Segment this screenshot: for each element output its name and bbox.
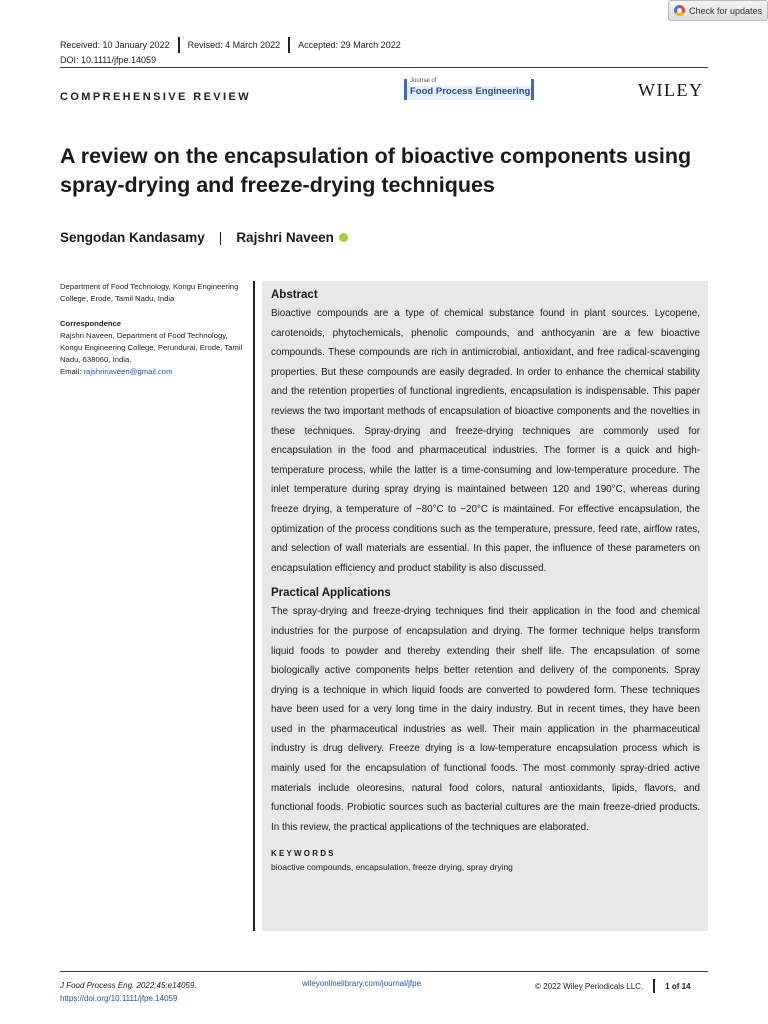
doi-link[interactable]: https://doi.org/10.1111/jfpe.14059 xyxy=(60,994,178,1003)
author-name[interactable]: Rajshri Naveen xyxy=(236,230,334,245)
practical-applications-text: The spray-drying and freeze-drying techniques find their application in the food and chemical industries for the purpose of encapsulation and drying. The former technique helps transform liquid foods to powder and thereby extending their shelf life. The encapsulation of some biologically active components helps better retention and delivery of the components. Spray drying is a technique in which liquid foods are converted to powdered form. These techniques have been used for a very long time in the dairy industry. But in recent times, they have been used in the pharmaceutical industries as well. Their main application in the pharmaceutical industry is drug delivery. Freeze drying is a low-temperature encapsulation process which is mainly used for the encapsulation of functional foods. The most commonly spray-dried active materials include oleoresins, natural food colors, natural antioxidants, lipids, flavors, and functional foods. Probiotic sources such as bacterial cultures are the main freeze-dried products. In this review, the practical applications of the techniques are elaborated. xyxy=(271,606,700,833)
author-list xyxy=(60,230,348,245)
copyright-text: © 2022 Wiley Periodicals LLC. xyxy=(535,981,644,991)
footer-divider xyxy=(653,979,655,993)
journal-logo-name: Food Process Engineering xyxy=(410,86,531,97)
article-title: A review on the encapsulation of bioactive components using spray-drying and freeze-drying techniques xyxy=(60,144,692,197)
affiliation-column xyxy=(60,281,245,378)
abstract-heading: Abstract xyxy=(271,289,318,301)
journal-logo[interactable] xyxy=(404,79,534,100)
check-for-updates-label: Check for updates xyxy=(689,5,763,16)
keywords-label: KEYWORDS xyxy=(271,849,336,859)
practical-applications-heading: Practical Applications xyxy=(271,587,391,600)
keywords-text: bioactive compounds, encapsulation, freeze drying, spray drying xyxy=(271,862,513,873)
author-separator: | xyxy=(218,230,223,245)
email-link[interactable]: rajshrinaveen@gmail.com xyxy=(83,367,173,376)
correspondence-label: Correspondence xyxy=(60,319,122,328)
abstract-box xyxy=(262,281,708,931)
publisher-logo[interactable]: WILEY xyxy=(638,80,704,100)
author-name[interactable]: Sengodan Kandasamy xyxy=(60,230,205,245)
footer-right xyxy=(535,979,691,993)
journal-url-link[interactable]: wileyonlinelibrary.com/journal/jfpe xyxy=(302,979,422,988)
journal-logo-small-text: Journal of xyxy=(410,78,437,84)
email-line xyxy=(60,366,245,378)
affiliation-text: Department of Food Technology, Kongu Engineering College, Erode, Tamil Nadu, India xyxy=(60,282,239,303)
citation-text: J Food Process Eng. 2022;45:e14059. xyxy=(60,981,197,990)
crossmark-icon xyxy=(674,5,685,16)
page-number: 1 of 14 xyxy=(665,981,691,991)
doi-text: DOI: 10.1111/jfpe.14059 xyxy=(60,55,157,65)
article-dates xyxy=(60,38,401,52)
date-divider xyxy=(288,37,290,53)
abstract-text: Bioactive compounds are a type of chemical substance found in plant sources. Lycopene, carotenoids, phytochemicals, phenolic compounds, and anthocyanin are a few bioactive compounds. These compounds are rich in antimicrobial, antioxidant, and free radical-scavenging properties. But these compounds are easily degraded. In order to enhance the chemical stability and the retention properties of functional ingredients, encapsulation is indispensable. This paper reviews the two important methods of encapsulation of bioactive components and the novelties in these techniques. Spray-drying and freeze-drying techniques are commonly used for encapsulation in the food and pharmaceutical industries. The former is a quick and high-temperature process, while the latter is a time-consuming and low-temperature procedure. The inlet temperature during spray drying is maintained between 120 and 190°C, whereas during freeze drying, a temperature of −80°C to −20°C is maintained. For effective encapsulation, the optimization of the process conditions such as the temperature, pressure, feed rate, airflow rates, and selection of wall materials are essential. In this paper, the influence of these parameters on encapsulation efficiency and product stability is also discussed. xyxy=(271,308,700,574)
section-label: COMPREHENSIVE REVIEW xyxy=(60,91,252,103)
header-rule xyxy=(60,67,708,68)
revised-date: Revised: 4 March 2022 xyxy=(187,40,281,50)
accepted-date: Accepted: 29 March 2022 xyxy=(298,40,401,50)
email-label: Email: xyxy=(60,367,84,376)
footer-rule xyxy=(60,971,708,972)
date-divider xyxy=(178,37,180,53)
column-divider xyxy=(253,281,255,931)
received-date: Received: 10 January 2022 xyxy=(60,40,170,50)
footer-citation xyxy=(60,979,197,1005)
orcid-icon[interactable] xyxy=(339,233,348,242)
correspondence-text: Rajshri Naveen, Department of Food Technology, Kongu Engineering College, Perundurai, Erode, Tamil Nadu, 638060, India. xyxy=(60,331,243,364)
check-for-updates-button[interactable] xyxy=(668,0,768,21)
